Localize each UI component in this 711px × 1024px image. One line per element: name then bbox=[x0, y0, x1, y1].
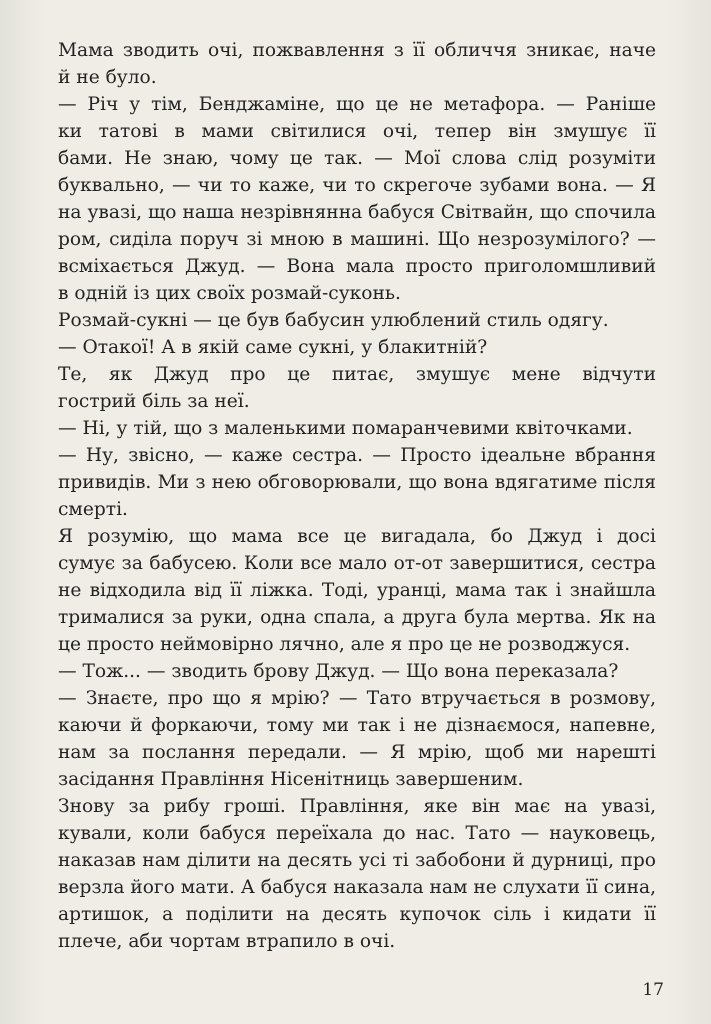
text-line: бами. Не знаю, чому це так. — Мої слова слід розуміти bbox=[58, 148, 656, 169]
text-line: наказав нам ділити на десять усі ті забобони й дурниці, про bbox=[58, 850, 656, 871]
text-line: Я розумію, що мама все це вигадала, бо Джуд і досі bbox=[58, 526, 656, 547]
text-line: — Річ у тім, Бенджаміне, що це не метафора. — Раніше bbox=[58, 94, 656, 115]
text-line: нам за послання передали. — Я мрію, щоб ми нарешті bbox=[58, 742, 656, 763]
text-line: Розмай-сукні — це був бабусин улюблений стиль одягу. bbox=[58, 310, 609, 331]
page-number: 17 bbox=[642, 980, 664, 1000]
text-line: сумує за бабусею. Коли все мало от-от завершитися, сестра bbox=[58, 553, 656, 574]
text-line: верзла його мати. А бабуся наказала нам не слухати її сина, bbox=[58, 877, 656, 898]
text-line: смерті. bbox=[58, 499, 128, 520]
text-line: кували, коли бабуся переїхала до нас. Тато — науковець, bbox=[58, 823, 656, 844]
text-line: гострий біль за неї. bbox=[58, 391, 250, 412]
text-line: буквально, — чи то каже, чи то скрегоче зубами вона. — Я bbox=[58, 175, 656, 196]
text-line: — Ні, у тій, що з маленькими помаранчевими квіточками. bbox=[58, 418, 633, 439]
text-line: Знову за рибу гроші. Правління, яке він має на увазі, bbox=[58, 796, 656, 817]
text-line: ки татові в мами світилися очі, тепер він змушує її bbox=[58, 121, 656, 142]
text-line: трималися за руки, одна спала, а друга була мертва. Як на bbox=[58, 607, 656, 628]
text-line: плече, аби чортам втрапило в очі. bbox=[58, 931, 396, 952]
text-line: всміхається Джуд. — Вона мала просто приголомшливий bbox=[58, 256, 656, 277]
text-line: засідання Правління Нісенітниць завершеним. bbox=[58, 769, 524, 790]
text-line: каючи й форкаючи, тому ми так і не дізнаємося, напевне, bbox=[58, 715, 656, 736]
text-line: — Тож... — зводить брову Джуд. — Що вона переказала? bbox=[58, 661, 619, 682]
text-line: артишок, а поділити на десять купочок сіль і кидати її bbox=[58, 904, 656, 925]
body-text bbox=[58, 37, 656, 955]
text-line: Те, як Джуд про це питає, змушує мене відчути bbox=[58, 364, 656, 385]
text-line: це просто неймовірно лячно, але я про це не розводжуся. bbox=[58, 634, 631, 655]
text-line: й не було. bbox=[58, 67, 157, 88]
text-line: на увазі, що наша незрівнянна бабуся Світвайн, що спочила bbox=[58, 202, 656, 223]
text-line: — Отакої! А в якій саме сукні, у блакитній? bbox=[58, 337, 488, 358]
text-line: привидів. Ми з нею обговорювали, що вона вдягатиме після bbox=[58, 472, 656, 493]
text-line: Мама зводить очі, пожвавлення з її обличчя зникає, наче bbox=[58, 40, 656, 61]
text-line: не відходила від її ліжка. Тоді, уранці, мама так і знайшла bbox=[58, 580, 656, 601]
text-line: — Ну, звісно, — каже сестра. — Просто ідеальне вбрання bbox=[58, 445, 656, 466]
text-line: — Знаєте, про що я мрію? — Тато втручається в розмову, bbox=[58, 688, 656, 709]
text-line: ром, сиділа поруч зі мною в машині. Що незрозумілого? — bbox=[58, 229, 656, 250]
text-line: в одній із цих своїх розмай-суконь. bbox=[58, 283, 401, 304]
